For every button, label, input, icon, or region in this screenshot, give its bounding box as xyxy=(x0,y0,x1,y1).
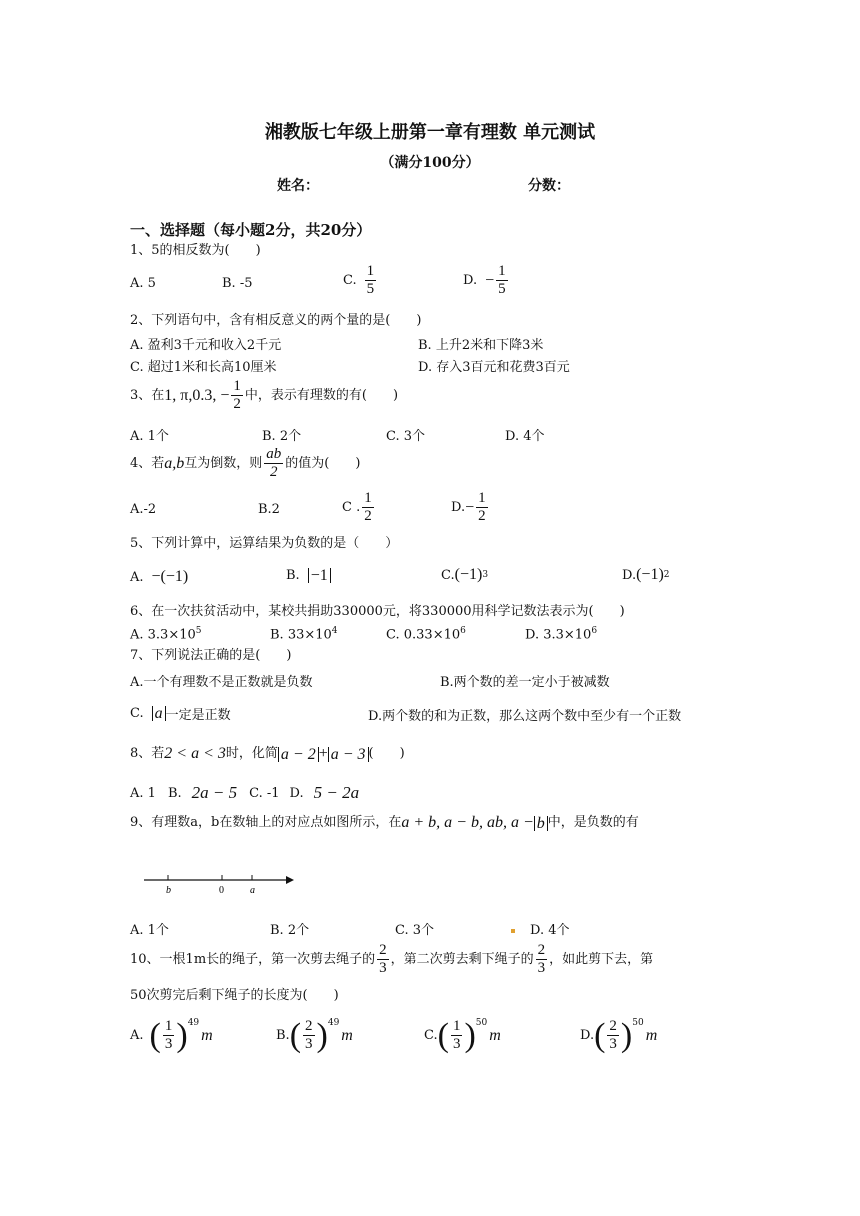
q7-option-a: A.一个有理数不是正数就是负数 xyxy=(130,675,313,690)
axis-label-b: b xyxy=(166,885,171,896)
q4-option-a: A.-2 xyxy=(130,502,157,517)
question-6-stem: 6、在一次扶贫活动中，某校共捐助330000元，将330000用科学记数法表示为( ) xyxy=(130,604,625,619)
q8-options xyxy=(130,783,359,803)
question-9-stem: 9、有理数a，b在数轴上的对应点如图所示，在 a + b, a − b, ab, a − b 中，是负数的有 xyxy=(130,814,639,832)
q4-option-b: B.2 xyxy=(258,502,280,517)
q3-option-d: D. 4个 xyxy=(505,429,545,444)
axis-label-a: a xyxy=(250,885,255,896)
q8-option-d: 5 − 2a xyxy=(313,783,360,802)
question-10-stem-line1: 10、一根1m长的绳子，第一次剪去绳子的 $\frac{2}{3}$ ，第二次剪去剩下绳子的 $\frac{2}{3}$ ，如此剪下去，第 xyxy=(130,942,654,976)
question-2-stem: 2、下列语句中，含有相反意义的两个量的是( ) xyxy=(130,313,422,328)
q6-option-c: C. $0.33\times 10^6$ xyxy=(386,626,466,643)
question-10-stem-line2: 50次剪完后剩下绳子的长度为( ) xyxy=(130,988,339,1003)
q10-option-d: D. ( $\frac{2}{3}$ ) $^{50}$ m xyxy=(580,1016,658,1054)
name-label: 姓名： xyxy=(277,178,319,194)
question-5-stem: 5、下列计算中，运算结果为负数的是（ ） xyxy=(130,536,399,551)
q1-option-b: B. -5 xyxy=(222,276,253,291)
q3-option-a: A. 1个 xyxy=(130,429,169,444)
q7-option-d: D.两个数的和为正数，那么这两个数中至少有一个正数 xyxy=(368,709,682,724)
q1-option-c: C. $\frac{1}{5}$ xyxy=(343,263,375,297)
q8-option-c: C. -1 xyxy=(249,785,280,801)
question-8-stem: 8、若 2 < a < 3 时，化简 a − 2 + a − 3 ( ) xyxy=(130,745,405,763)
q6-option-d: D. $3.3\times 10^6$ xyxy=(525,626,598,643)
q1-option-d: D. − $\frac{1}{5}$ xyxy=(463,263,506,297)
q5-option-d: D. (−1) 2 xyxy=(622,566,670,583)
q10-option-b: B. ( $\frac{2}{3}$ ) $^{49}$ m xyxy=(276,1016,353,1054)
q5-option-c: C. (−1) 3 xyxy=(441,566,489,583)
axis-label-0: 0 xyxy=(219,885,224,896)
page-subtitle: （满分100分） xyxy=(380,155,480,171)
question-7-stem: 7、下列说法正确的是( ) xyxy=(130,648,292,663)
q2-option-a: A. 盈利3千元和收入2千元 xyxy=(130,338,282,353)
question-4-stem: 4、若 a,b 互为倒数，则 $\frac{ab}{2}$ 的值为( ) xyxy=(130,446,361,480)
q8-option-b: 2a − 5 xyxy=(191,783,238,802)
q9-option-c: C. 3个 xyxy=(395,923,435,938)
score-label: 分数： xyxy=(528,178,570,194)
question-3-stem: 3、在 1, π,0.3, − $\frac{1}{2}$ 中，表示有理数的有( ) xyxy=(130,378,399,412)
q8-option-b-label: B. xyxy=(167,785,182,801)
q2-option-c: C. 超过1米和长高10厘米 xyxy=(130,360,277,375)
q6-option-b: B. $33\times 10^4$ xyxy=(270,626,338,643)
q8-option-d-label: D. xyxy=(289,785,304,801)
question-1-stem: 1、5的相反数为( ) xyxy=(130,243,261,258)
q1-option-a: A. 5 xyxy=(130,276,156,291)
decorative-dot xyxy=(511,929,515,933)
q7-option-c: C. a 一定是正数 xyxy=(130,705,231,723)
q9-option-d: D. 4个 xyxy=(530,923,570,938)
q10-option-a: A. ( $\frac{1}{3}$ ) $^{49}$ m xyxy=(130,1016,213,1054)
q7-option-b: B.两个数的差一定小于被减数 xyxy=(440,675,610,690)
number-line-arrow xyxy=(286,876,294,884)
q3-option-b: B. 2个 xyxy=(262,429,302,444)
section-title: 一、选择题（每小题2分，共20分） xyxy=(130,221,372,239)
q5-option-b: B. −1 xyxy=(286,568,331,583)
q5-option-a: A. −(−1) xyxy=(130,568,189,585)
q9-option-b: B. 2个 xyxy=(270,923,310,938)
q2-option-b: B. 上升2米和下降3米 xyxy=(418,338,544,353)
q4-option-d: D. − $\frac{1}{2}$ xyxy=(451,490,486,524)
page-title: 湘教版七年级上册第一章有理数 单元测试 xyxy=(264,122,596,143)
q6-option-a: A. $3.3\times 10^5$ xyxy=(130,626,202,643)
q10-option-c: C. ( $\frac{1}{3}$ ) $^{50}$ m xyxy=(424,1016,501,1054)
number-line-figure xyxy=(140,868,300,896)
q2-option-d: D. 存入3百元和花费3百元 xyxy=(418,360,570,375)
q9-option-a: A. 1个 xyxy=(130,923,169,938)
q8-option-a: A. 1 xyxy=(130,785,156,801)
q4-option-c: C . $\frac{1}{2}$ xyxy=(342,490,372,524)
q3-option-c: C. 3个 xyxy=(386,429,426,444)
